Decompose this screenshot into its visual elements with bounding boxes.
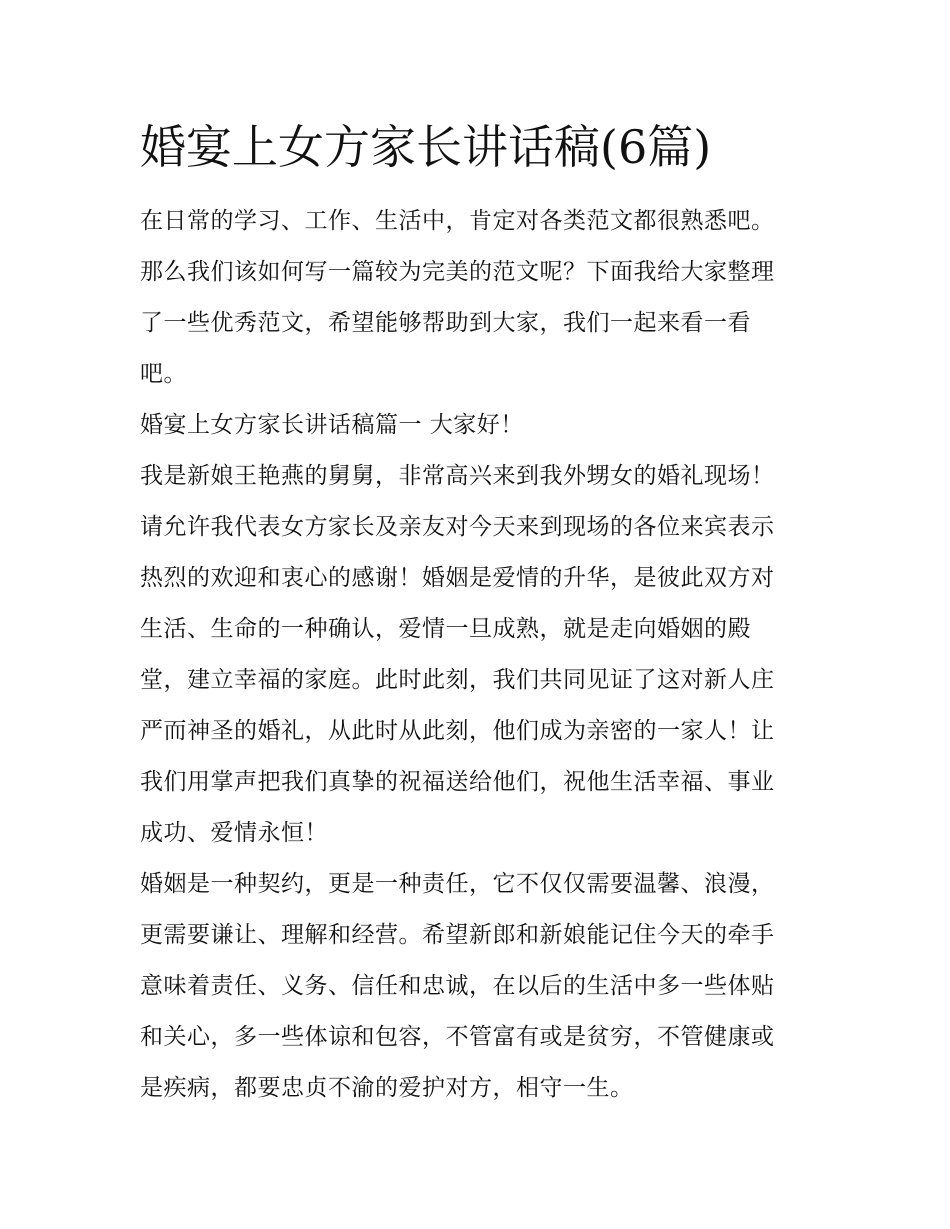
body-line: 堂，建立幸福的家庭。此时此刻，我们共同见证了这对新人庄 [140, 667, 775, 693]
body-line: 意味着责任、义务、信任和忠诚，在以后的生活中多一些体贴 [140, 973, 775, 999]
document-body [140, 196, 820, 1114]
body-line: 生活、生命的一种确认，爱情一旦成熟，就是走向婚姻的殿 [140, 616, 751, 642]
body-line: 了一些优秀范文，希望能够帮助到大家，我们一起来看一看 [140, 310, 751, 336]
body-line: 婚姻是一种契约，更是一种责任，它不仅仅需要温馨、浪漫， [140, 871, 775, 897]
body-line: 是疾病，都要忠贞不渝的爱护对方，相守一生。 [140, 1075, 634, 1101]
body-line: 请允许我代表女方家长及亲友对今天来到现场的各位来宾表示 [140, 514, 775, 540]
body-line: 更需要谦让、理解和经营。希望新郎和新娘能记住今天的牵手 [140, 922, 775, 948]
section-heading-line: 婚宴上女方家长讲话稿篇一 大家好！ [140, 412, 524, 438]
document-title: 婚宴上女方家长讲话稿(6篇) [140, 120, 712, 174]
body-line: 热烈的欢迎和衷心的感谢！婚姻是爱情的升华，是彼此双方对 [140, 565, 775, 591]
body-line: 吧。 [140, 361, 187, 387]
body-line: 那么我们该如何写一篇较为完美的范文呢？下面我给大家整理 [140, 259, 775, 285]
body-line: 在日常的学习、工作、生活中，肯定对各类范文都很熟悉吧。 [140, 208, 775, 234]
body-line: 我是新娘王艳燕的舅舅，非常高兴来到我外甥女的婚礼现场！ [140, 463, 775, 489]
body-line: 严而神圣的婚礼，从此时从此刻，他们成为亲密的一家人！让 [140, 718, 775, 744]
body-line: 和关心，多一些体谅和包容，不管富有或是贫穷，不管健康或 [140, 1024, 775, 1050]
body-line: 我们用掌声把我们真挚的祝福送给他们，祝他生活幸福、事业 [140, 769, 775, 795]
body-line: 成功、爱情永恒！ [140, 820, 328, 846]
